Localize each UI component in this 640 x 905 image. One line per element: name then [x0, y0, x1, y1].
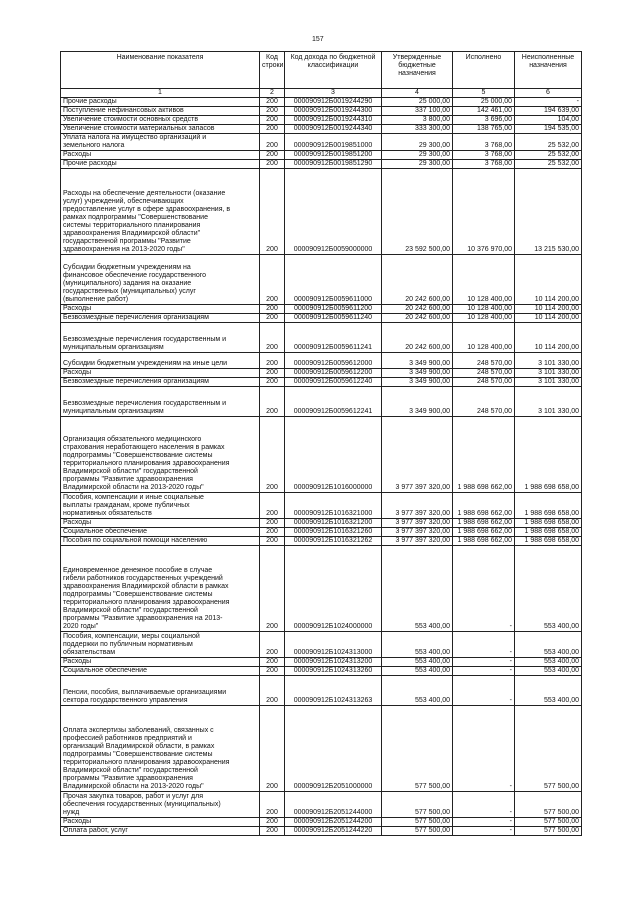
row-budget-code: 000090912Б0059611241: [285, 323, 382, 353]
row-budget-code: 000090912Б0019851290: [285, 160, 382, 169]
row-line-code: 200: [260, 546, 285, 632]
row-executed: -: [453, 818, 515, 827]
row-approved: 577 500,00: [382, 827, 453, 836]
table-row: [61, 417, 582, 493]
table-row: [61, 107, 582, 116]
row-executed: 248 570,00: [453, 378, 515, 387]
row-approved: 3 800,00: [382, 116, 453, 125]
row-line-code: 200: [260, 116, 285, 125]
row-line-code: 200: [260, 323, 285, 353]
row-line-code: 200: [260, 632, 285, 658]
row-unexecuted: 553 400,00: [515, 667, 582, 676]
row-unexecuted: 10 114 200,00: [515, 314, 582, 323]
row-executed: 10 128 400,00: [453, 323, 515, 353]
row-name: Безвозмездные перечисления организациям: [61, 314, 260, 323]
header-executed: Исполнено: [453, 52, 515, 89]
row-approved: 553 400,00: [382, 667, 453, 676]
row-budget-code: 000090912Б0059612240: [285, 378, 382, 387]
row-approved: 553 400,00: [382, 676, 453, 706]
row-approved: 20 242 600,00: [382, 255, 453, 305]
row-approved: 20 242 600,00: [382, 305, 453, 314]
row-executed: -: [453, 676, 515, 706]
row-budget-code: 000090912Б0019851200: [285, 151, 382, 160]
row-unexecuted: 104,00: [515, 116, 582, 125]
row-budget-code: 000090912Б1016000000: [285, 417, 382, 493]
row-line-code: 200: [260, 493, 285, 519]
row-name: Уплата налога на имущество организаций и земельного налога: [61, 134, 260, 151]
row-name: Единовременное денежное пособие в случае гибели работников государственных учреждений здравоохранения Владимирской области в рамках подпрограммы "Совершенствование системы территориального планирования здравоохранения Владимирской области" государственной программы "Развитие здравоохранения на 2013- 2020 годы": [61, 546, 260, 632]
table-row: [61, 255, 582, 305]
row-approved: 3 977 397 320,00: [382, 417, 453, 493]
row-executed: 25 000,00: [453, 98, 515, 107]
table-row: [61, 134, 582, 151]
row-executed: 10 128 400,00: [453, 255, 515, 305]
row-line-code: 200: [260, 125, 285, 134]
row-approved: 577 500,00: [382, 792, 453, 818]
table-row: [61, 98, 582, 107]
row-name: Оплата экспертизы заболеваний, связанных с профессией работников предприятий и организаций Владимирской области, в рамках подпрограммы "Совершенствование системы территориального планирования здравоохранения Владимирской области" государственной программы "Развитие здравоохранения Владимирской области на 2013-2020 годы": [61, 706, 260, 792]
row-name: Безвозмездные перечисления государственным и муниципальным организациям: [61, 387, 260, 417]
row-name: Пособия по социальной помощи населению: [61, 537, 260, 546]
row-name: Пенсии, пособия, выплачиваемые организациями сектора государственного управления: [61, 676, 260, 706]
row-approved: 553 400,00: [382, 632, 453, 658]
row-name: Субсидии бюджетным учреждениям на финансовое обеспечение государственного (муниципального) задания на оказание государственных (муниципальных) услуг (выполнение работ): [61, 255, 260, 305]
row-budget-code: 000090912Б0019244300: [285, 107, 382, 116]
row-approved: 3 977 397 320,00: [382, 537, 453, 546]
row-executed: -: [453, 792, 515, 818]
row-unexecuted: 10 114 200,00: [515, 255, 582, 305]
row-line-code: 200: [260, 818, 285, 827]
col-number: 6: [515, 89, 582, 98]
row-unexecuted: 553 400,00: [515, 676, 582, 706]
row-executed: 248 570,00: [453, 369, 515, 378]
row-unexecuted: 10 114 200,00: [515, 323, 582, 353]
row-executed: 10 376 970,00: [453, 169, 515, 255]
row-approved: 337 100,00: [382, 107, 453, 116]
row-approved: 3 977 397 320,00: [382, 528, 453, 537]
row-executed: -: [453, 827, 515, 836]
table-row: [61, 537, 582, 546]
row-budget-code: 000090912Б0019244290: [285, 98, 382, 107]
row-line-code: 200: [260, 537, 285, 546]
row-unexecuted: 553 400,00: [515, 632, 582, 658]
row-approved: 3 977 397 320,00: [382, 493, 453, 519]
row-executed: 142 461,00: [453, 107, 515, 116]
row-name: Поступление нефинансовых активов: [61, 107, 260, 116]
row-name: Прочие расходы: [61, 160, 260, 169]
row-unexecuted: 1 988 698 658,00: [515, 493, 582, 519]
table-row: [61, 706, 582, 792]
row-executed: 3 696,00: [453, 116, 515, 125]
row-unexecuted: 3 101 330,00: [515, 387, 582, 417]
row-budget-code: 000090912Б2051000000: [285, 706, 382, 792]
row-budget-code: 000090912Б1024313260: [285, 667, 382, 676]
row-unexecuted: 13 215 530,00: [515, 169, 582, 255]
table-row: [61, 632, 582, 658]
row-name: Пособия, компенсации, меры социальной поддержки по публичным нормативным обязательствам: [61, 632, 260, 658]
row-line-code: 200: [260, 658, 285, 667]
row-unexecuted: 553 400,00: [515, 658, 582, 667]
row-unexecuted: 3 101 330,00: [515, 378, 582, 387]
row-unexecuted: 577 500,00: [515, 706, 582, 792]
row-line-code: 200: [260, 387, 285, 417]
row-unexecuted: 1 988 698 658,00: [515, 417, 582, 493]
row-executed: 10 128 400,00: [453, 305, 515, 314]
row-line-code: 200: [260, 792, 285, 818]
budget-table: [60, 51, 582, 836]
table-row: [61, 676, 582, 706]
row-executed: 1 988 698 662,00: [453, 493, 515, 519]
row-name: Расходы на обеспечение деятельности (оказание услуг) учреждений, обеспечивающих предоставление услуг в сфере здравоохранения, в рамках подпрограммы "Совершенствование системы территориального планирования здравоохранения Владимирской области" государственной программы "Развитие здравоохранения на 2013-2020 годы": [61, 169, 260, 255]
row-name: Безвозмездные перечисления государственным и муниципальным организациям: [61, 323, 260, 353]
row-line-code: 200: [260, 667, 285, 676]
row-approved: 3 349 900,00: [382, 387, 453, 417]
row-executed: 1 988 698 662,00: [453, 519, 515, 528]
table-row: [61, 493, 582, 519]
table-row: [61, 323, 582, 353]
row-budget-code: 000090912Б0059611240: [285, 314, 382, 323]
row-executed: 248 570,00: [453, 353, 515, 369]
row-approved: 20 242 600,00: [382, 314, 453, 323]
row-line-code: 200: [260, 151, 285, 160]
row-line-code: 200: [260, 169, 285, 255]
row-budget-code: 000090912Б1024313263: [285, 676, 382, 706]
col-number: 4: [382, 89, 453, 98]
row-line-code: 200: [260, 353, 285, 369]
row-unexecuted: 1 988 698 658,00: [515, 537, 582, 546]
header-line-code: Код строки: [260, 52, 285, 89]
row-budget-code: 000090912Б0019244340: [285, 125, 382, 134]
row-budget-code: 000090912Б1024000000: [285, 546, 382, 632]
row-line-code: 200: [260, 519, 285, 528]
row-budget-code: 000090912Б2051244220: [285, 827, 382, 836]
row-budget-code: 000090912Б1024313200: [285, 658, 382, 667]
column-numbers-row: [61, 89, 582, 98]
table-row: [61, 378, 582, 387]
row-executed: -: [453, 706, 515, 792]
table-row: [61, 314, 582, 323]
row-budget-code: 000090912Б0019244310: [285, 116, 382, 125]
row-line-code: 200: [260, 676, 285, 706]
row-unexecuted: 1 988 698 658,00: [515, 528, 582, 537]
row-unexecuted: 25 532,00: [515, 134, 582, 151]
row-budget-code: 000090912Б0059612200: [285, 369, 382, 378]
table-row: [61, 125, 582, 134]
row-unexecuted: 10 114 200,00: [515, 305, 582, 314]
row-name: Расходы: [61, 305, 260, 314]
row-name: Расходы: [61, 818, 260, 827]
row-budget-code: 000090912Б1016321200: [285, 519, 382, 528]
page-number: 157: [312, 36, 324, 43]
row-approved: 577 500,00: [382, 706, 453, 792]
row-unexecuted: 553 400,00: [515, 546, 582, 632]
row-unexecuted: 577 500,00: [515, 818, 582, 827]
table-row: [61, 667, 582, 676]
row-line-code: 200: [260, 369, 285, 378]
col-number: 3: [285, 89, 382, 98]
table-row: [61, 546, 582, 632]
row-executed: 1 988 698 662,00: [453, 528, 515, 537]
table-row: [61, 369, 582, 378]
row-executed: 138 765,00: [453, 125, 515, 134]
row-name: Увеличение стоимости материальных запасов: [61, 125, 260, 134]
row-executed: -: [453, 667, 515, 676]
row-budget-code: 000090912Б0019851000: [285, 134, 382, 151]
row-line-code: 200: [260, 305, 285, 314]
row-line-code: 200: [260, 134, 285, 151]
row-executed: -: [453, 632, 515, 658]
table-row: [61, 528, 582, 537]
col-number: 1: [61, 89, 260, 98]
col-number: 2: [260, 89, 285, 98]
table-row: [61, 169, 582, 255]
row-name: Социальное обеспечение: [61, 667, 260, 676]
row-unexecuted: -: [515, 98, 582, 107]
row-approved: 3 349 900,00: [382, 378, 453, 387]
row-approved: 20 242 600,00: [382, 323, 453, 353]
row-unexecuted: 25 532,00: [515, 160, 582, 169]
row-budget-code: 000090912Б0059611000: [285, 255, 382, 305]
row-approved: 333 300,00: [382, 125, 453, 134]
row-line-code: 200: [260, 107, 285, 116]
table-row: [61, 353, 582, 369]
row-name: Пособия, компенсации и иные социальные выплаты гражданам, кроме публичных нормативных обязательств: [61, 493, 260, 519]
row-name: Безвозмездные перечисления организациям: [61, 378, 260, 387]
row-executed: 1 988 698 662,00: [453, 537, 515, 546]
row-line-code: 200: [260, 706, 285, 792]
row-budget-code: 000090912Б1016321262: [285, 537, 382, 546]
table-row: [61, 792, 582, 818]
row-approved: 577 500,00: [382, 818, 453, 827]
header-row: [61, 52, 582, 89]
row-line-code: 200: [260, 378, 285, 387]
table-row: [61, 818, 582, 827]
row-name: Расходы: [61, 658, 260, 667]
table-row: [61, 658, 582, 667]
row-name: Социальное обеспечение: [61, 528, 260, 537]
header-indicator-name: Наименование показателя: [61, 52, 260, 89]
row-unexecuted: 25 532,00: [515, 151, 582, 160]
row-name: Оплата работ, услуг: [61, 827, 260, 836]
row-budget-code: 000090912Б0059000000: [285, 169, 382, 255]
row-approved: 23 592 500,00: [382, 169, 453, 255]
row-budget-code: 000090912Б0059611200: [285, 305, 382, 314]
row-executed: 3 768,00: [453, 160, 515, 169]
row-approved: 3 349 900,00: [382, 353, 453, 369]
row-executed: 1 988 698 662,00: [453, 417, 515, 493]
row-unexecuted: 1 988 698 658,00: [515, 519, 582, 528]
row-approved: 29 300,00: [382, 160, 453, 169]
row-approved: 29 300,00: [382, 134, 453, 151]
col-number: 5: [453, 89, 515, 98]
row-unexecuted: 577 500,00: [515, 827, 582, 836]
row-unexecuted: 577 500,00: [515, 792, 582, 818]
row-approved: 3 349 900,00: [382, 369, 453, 378]
row-line-code: 200: [260, 98, 285, 107]
row-approved: 25 000,00: [382, 98, 453, 107]
row-executed: 3 768,00: [453, 134, 515, 151]
table-row: [61, 305, 582, 314]
row-name: Увеличение стоимости основных средств: [61, 116, 260, 125]
row-unexecuted: 194 639,00: [515, 107, 582, 116]
row-budget-code: 000090912Б0059612000: [285, 353, 382, 369]
row-name: Субсидии бюджетным учреждениям на иные цели: [61, 353, 260, 369]
header-approved: Утвержденные бюджетные назначения: [382, 52, 453, 89]
row-executed: 248 570,00: [453, 387, 515, 417]
row-line-code: 200: [260, 314, 285, 323]
row-budget-code: 000090912Б1024313000: [285, 632, 382, 658]
row-executed: 3 768,00: [453, 151, 515, 160]
row-line-code: 200: [260, 827, 285, 836]
table-row: [61, 151, 582, 160]
row-line-code: 200: [260, 160, 285, 169]
table-row: [61, 387, 582, 417]
row-executed: -: [453, 546, 515, 632]
row-budget-code: 000090912Б1016321000: [285, 493, 382, 519]
row-name: Расходы: [61, 151, 260, 160]
row-unexecuted: 3 101 330,00: [515, 369, 582, 378]
table-row: [61, 116, 582, 125]
row-budget-code: 000090912Б2051244000: [285, 792, 382, 818]
row-name: Расходы: [61, 519, 260, 528]
header-unexecuted: Неисполненные назначения: [515, 52, 582, 89]
row-unexecuted: 3 101 330,00: [515, 353, 582, 369]
row-name: Организация обязательного медицинского страхования неработающего населения в рамках подпрограммы "Совершенствование системы территориального планирования здравоохранения Владимирской области" государственной программы "Развитие здравоохранения Владимирской области на 2013-2020 годы": [61, 417, 260, 493]
row-executed: -: [453, 658, 515, 667]
table-row: [61, 160, 582, 169]
row-budget-code: 000090912Б0059612241: [285, 387, 382, 417]
row-unexecuted: 194 535,00: [515, 125, 582, 134]
row-approved: 29 300,00: [382, 151, 453, 160]
row-name: Расходы: [61, 369, 260, 378]
row-budget-code: 000090912Б1016321260: [285, 528, 382, 537]
row-approved: 3 977 397 320,00: [382, 519, 453, 528]
row-approved: 553 400,00: [382, 658, 453, 667]
row-name: Прочие расходы: [61, 98, 260, 107]
table-row: [61, 827, 582, 836]
row-line-code: 200: [260, 255, 285, 305]
row-line-code: 200: [260, 528, 285, 537]
row-name: Прочая закупка товаров, работ и услуг для обеспечения государственных (муниципальных) нужд: [61, 792, 260, 818]
row-approved: 553 400,00: [382, 546, 453, 632]
header-budget-code: Код дохода по бюджетной классификации: [285, 52, 382, 89]
row-executed: 10 128 400,00: [453, 314, 515, 323]
table-row: [61, 519, 582, 528]
row-budget-code: 000090912Б2051244200: [285, 818, 382, 827]
row-line-code: 200: [260, 417, 285, 493]
